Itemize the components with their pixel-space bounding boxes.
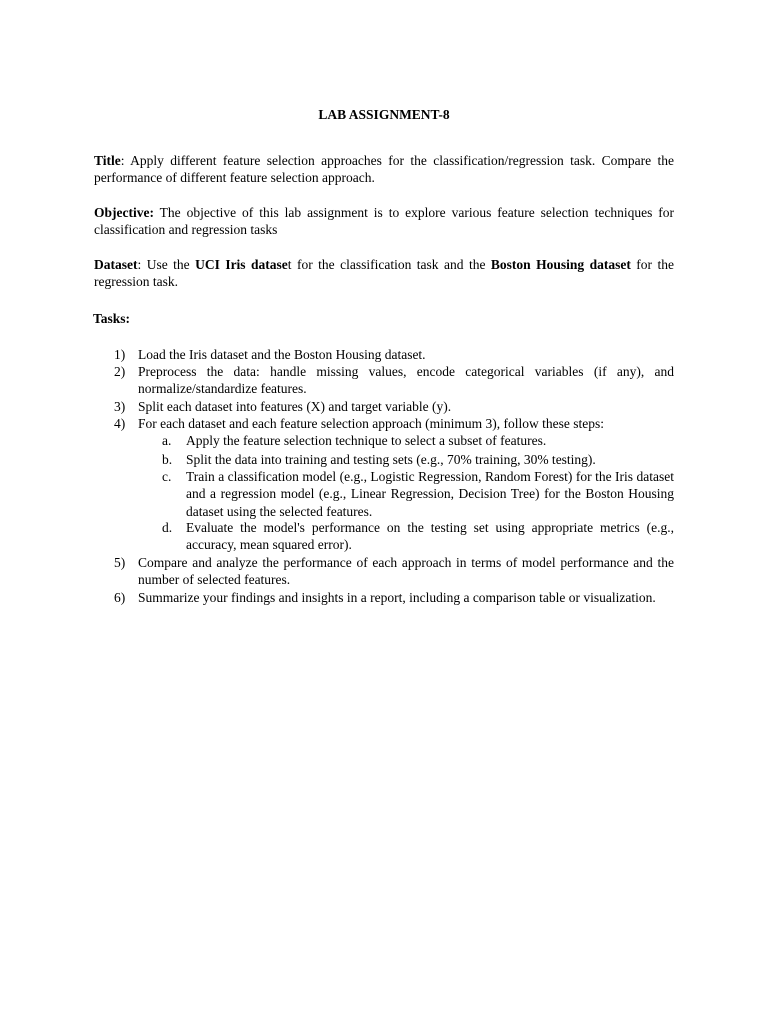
- task-item: [114, 346, 674, 363]
- task-text: Load the Iris dataset and the Boston Housing dataset.: [138, 347, 426, 362]
- subtask-letter: c.: [162, 469, 172, 484]
- task-item: [114, 363, 674, 398]
- task-item: [114, 554, 674, 589]
- task-text: Preprocess the data: handle missing values, encode categorical variables (if any), and normalize/standardize features.: [138, 364, 674, 397]
- subtask-letter: b.: [162, 452, 173, 467]
- dataset-text: : Use the: [137, 257, 196, 272]
- task-number: 1): [114, 347, 126, 362]
- title-label: Title: [94, 153, 121, 168]
- subtask-letter: d.: [162, 520, 173, 535]
- subtask-item: [162, 451, 674, 468]
- dataset-label: Dataset: [94, 257, 138, 272]
- subtask-text: Split the data into training and testing sets (e.g., 70% training, 30% testing).: [186, 452, 596, 467]
- objective-text: The objective of this lab assignment is to explore various feature selection techniques for classification and regression tasks: [94, 205, 674, 238]
- assignment-heading: LAB ASSIGNMENT-8: [318, 107, 450, 122]
- subtask-letter: a.: [162, 433, 172, 448]
- task-number: 3): [114, 399, 126, 414]
- subtask-text: Evaluate the model's performance on the testing set using appropriate metrics (e.g., accuracy, mean squared error).: [186, 520, 674, 553]
- dataset-text: t for the classification task and the: [287, 257, 491, 272]
- objective-label: Objective:: [94, 205, 154, 220]
- subtask-text: Apply the feature selection technique to select a subset of features.: [186, 433, 547, 448]
- task-number: 4): [114, 416, 126, 431]
- task-number: 2): [114, 364, 126, 379]
- dataset-text: for the regression task.: [94, 257, 674, 290]
- task-number: 6): [114, 590, 126, 605]
- task-item: [114, 589, 674, 606]
- task-text: Summarize your findings and insights in a report, including a comparison table or visualization.: [138, 590, 656, 605]
- task-text: Split each dataset into features (X) and target variable (y).: [138, 399, 452, 414]
- task-text: For each dataset and each feature selection approach (minimum 3), follow these steps:: [138, 416, 604, 431]
- task-text: Compare and analyze the performance of each approach in terms of model performance and the number of selected features.: [138, 555, 674, 588]
- objective-paragraph: [94, 204, 674, 239]
- subtask-item: [162, 468, 674, 520]
- subtask-text: Train a classification model (e.g., Logistic Regression, Random Forest) for the Iris dataset and a regression model (e.g., Linear Regression, Decision Tree) for the Boston Housing dataset using the selected features.: [186, 469, 674, 519]
- task-number: 5): [114, 555, 126, 570]
- task-item: [114, 415, 674, 432]
- dataset-iris: UCI Iris datase: [195, 257, 288, 272]
- dataset-paragraph: [94, 256, 674, 291]
- subtask-item: [162, 519, 674, 554]
- dataset-boston: Boston Housing dataset: [490, 257, 631, 272]
- title-text: : Apply different feature selection approaches for the classification/regression task. Compare the performance of different feature selection approach.: [94, 153, 674, 186]
- tasks-heading: Tasks:: [93, 311, 131, 326]
- title-paragraph: [94, 152, 674, 187]
- task-item: [114, 398, 674, 415]
- subtask-item: [162, 432, 674, 449]
